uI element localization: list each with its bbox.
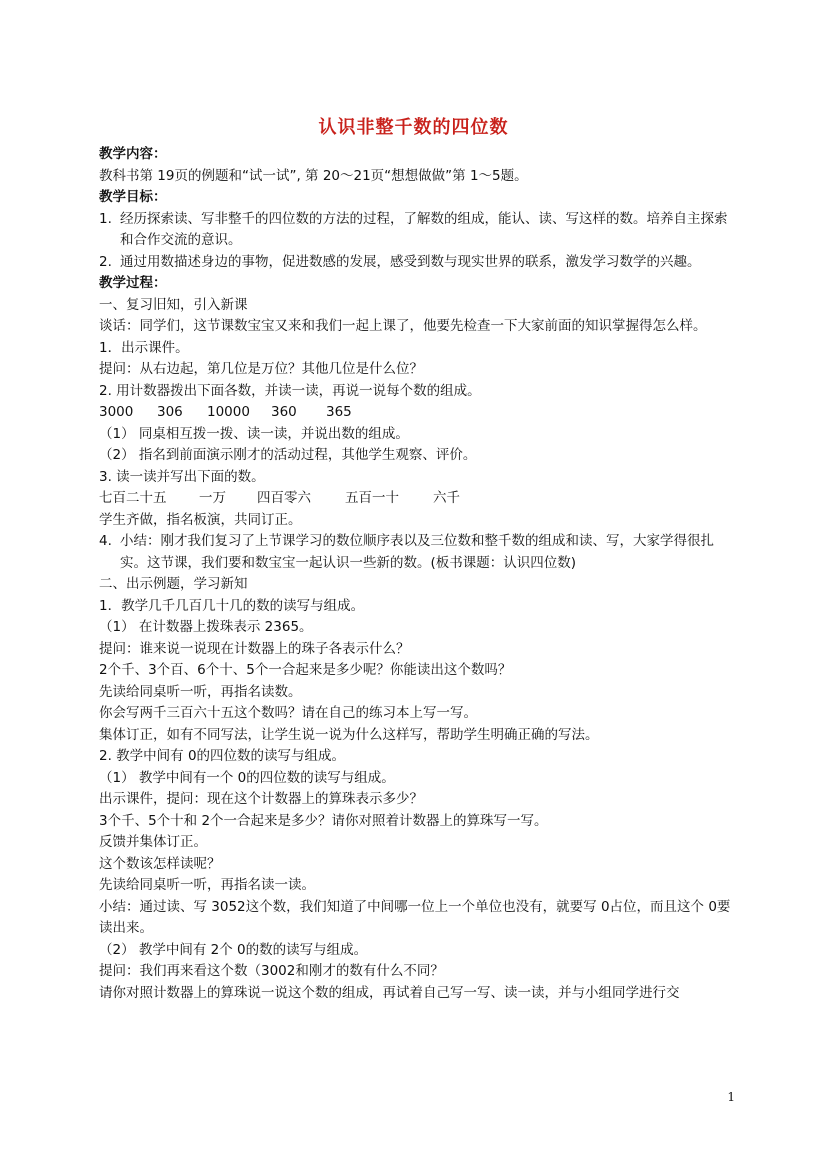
paragraph: （1） 同桌相互拨一拨、读一读，并说出数的组成。 xyxy=(99,425,409,442)
paragraph: 1．教学几千几百几十几的数的读写与组成。 xyxy=(99,597,365,614)
word-item: 五百一十 xyxy=(345,490,399,506)
paragraph: 提问：谁来说一说现在计数器上的珠子各表示什么？ xyxy=(99,640,410,657)
number-item: 10000 xyxy=(207,404,250,420)
paragraph: （1） 教学中间有一个 0的四位数的读写与组成。 xyxy=(99,769,395,786)
summary-number: 4. xyxy=(99,533,112,549)
goal-number: 1. xyxy=(99,210,112,227)
paragraph: 3. 读一读并写出下面的数。 xyxy=(99,468,265,485)
paragraph: 这个数该怎样读呢？ xyxy=(99,855,221,872)
number-item: 306 xyxy=(157,404,183,420)
paragraph: 先读给同桌听一听，再指名读一读。 xyxy=(99,877,315,893)
content-text: 教科书第 19页的例题和“试一试”, 第 20～21页“想想做做”第 1～5题。 xyxy=(99,167,528,184)
paragraph: 集体订正，如有不同写法，让学生说一说为什么这样写，帮助学生明确正确的写法。 xyxy=(99,726,599,743)
number-list xyxy=(99,402,739,424)
word-item: 四百零六 xyxy=(257,490,311,506)
document-title: 认识非整千数的四位数 xyxy=(318,117,509,138)
goal-text: 经历探索读、写非整千的四位数的方法的过程，了解数的组成，能认、读、写这样的数。培养自主探索和合作交流的意识。 xyxy=(120,210,728,248)
number-item: 3000 xyxy=(99,404,134,420)
process-heading: 教学过程： xyxy=(99,275,167,291)
word-list xyxy=(99,488,739,510)
word-item: 六千 xyxy=(433,490,460,506)
paragraph: 出示课件，提问：现在这个计数器上的算珠表示多少？ xyxy=(99,791,423,807)
paragraph: 小结：通过读、写 3052这个数，我们知道了中间哪一位上一个单位也没有，就要写 0占位，而且这个 0要读出来。 xyxy=(99,898,731,936)
section-heading: 二、出示例题，学习新知 xyxy=(99,576,248,592)
paragraph: 先读给同桌听一听，再指名读数。 xyxy=(99,683,302,700)
paragraph: 提问：我们再来看这个数（3002和刚才的数有什么不同？ xyxy=(99,963,444,979)
page-number: 1 xyxy=(727,1090,735,1104)
goal-item xyxy=(99,209,739,252)
paragraph: 3个千、5个十和 2个一合起来是多少？请你对照着计数器上的算珠写一写。 xyxy=(99,812,548,829)
word-item: 一万 xyxy=(199,490,226,506)
document-body xyxy=(99,144,739,1004)
content-heading: 教学内容： xyxy=(99,146,167,162)
number-item: 360 xyxy=(271,404,297,420)
paragraph: 1．出示课件。 xyxy=(99,339,189,356)
summary-item xyxy=(99,531,739,574)
summary-text: 小结：刚才我们复习了上节课学习的数位顺序表以及三位数和整千数的组成和读、写，大家学得很扎实。这节课，我们要和数宝宝一起认识一些新的数。(板书课题：认识四位数) xyxy=(120,533,714,571)
goal-item xyxy=(99,252,739,274)
paragraph: 反馈并集体订正。 xyxy=(99,834,207,850)
number-item: 365 xyxy=(326,404,352,420)
paragraph: 请你对照计数器上的算珠说一说这个数的组成，再试着自己写一写、读一读，并与小组同学进行交 xyxy=(99,984,680,1001)
goal-number: 2. xyxy=(99,253,112,270)
paragraph: 提问：从右边起，第几位是万位？其他几位是什么位？ xyxy=(99,361,423,377)
paragraph: 2个千、3个百、6个十、5个一合起来是多少呢？你能读出这个数吗？ xyxy=(99,662,512,678)
paragraph: （2） 教学中间有 2个 0的数的读写与组成。 xyxy=(99,941,368,958)
paragraph: （2） 指名到前面演示刚才的活动过程，其他学生观察、评价。 xyxy=(99,447,477,463)
paragraph: 2. 教学中间有 0的四位数的读写与组成。 xyxy=(99,748,346,764)
paragraph: 你会写两千三百六十五这个数吗？请在自己的练习本上写一写。 xyxy=(99,705,477,721)
paragraph: （1） 在计数器上拨珠表示 2365。 xyxy=(99,619,313,635)
section-heading: 一、复习旧知，引入新课 xyxy=(99,296,248,313)
paragraph: 2. 用计数器拨出下面各数，并读一读，再说一说每个数的组成。 xyxy=(99,382,481,399)
goal-text: 通过用数描述身边的事物，促进数感的发展，感受到数与现实世界的联系，激发学习数学的兴趣。 xyxy=(120,253,701,270)
word-item: 七百二十五 xyxy=(99,490,167,506)
paragraph: 学生齐做，指名板演，共同订正。 xyxy=(99,511,302,528)
paragraph: 谈话：同学们，这节课数宝宝又来和我们一起上课了，他要先检查一下大家前面的知识掌握得怎么样。 xyxy=(99,318,707,334)
goals-heading: 教学目标： xyxy=(99,189,167,205)
